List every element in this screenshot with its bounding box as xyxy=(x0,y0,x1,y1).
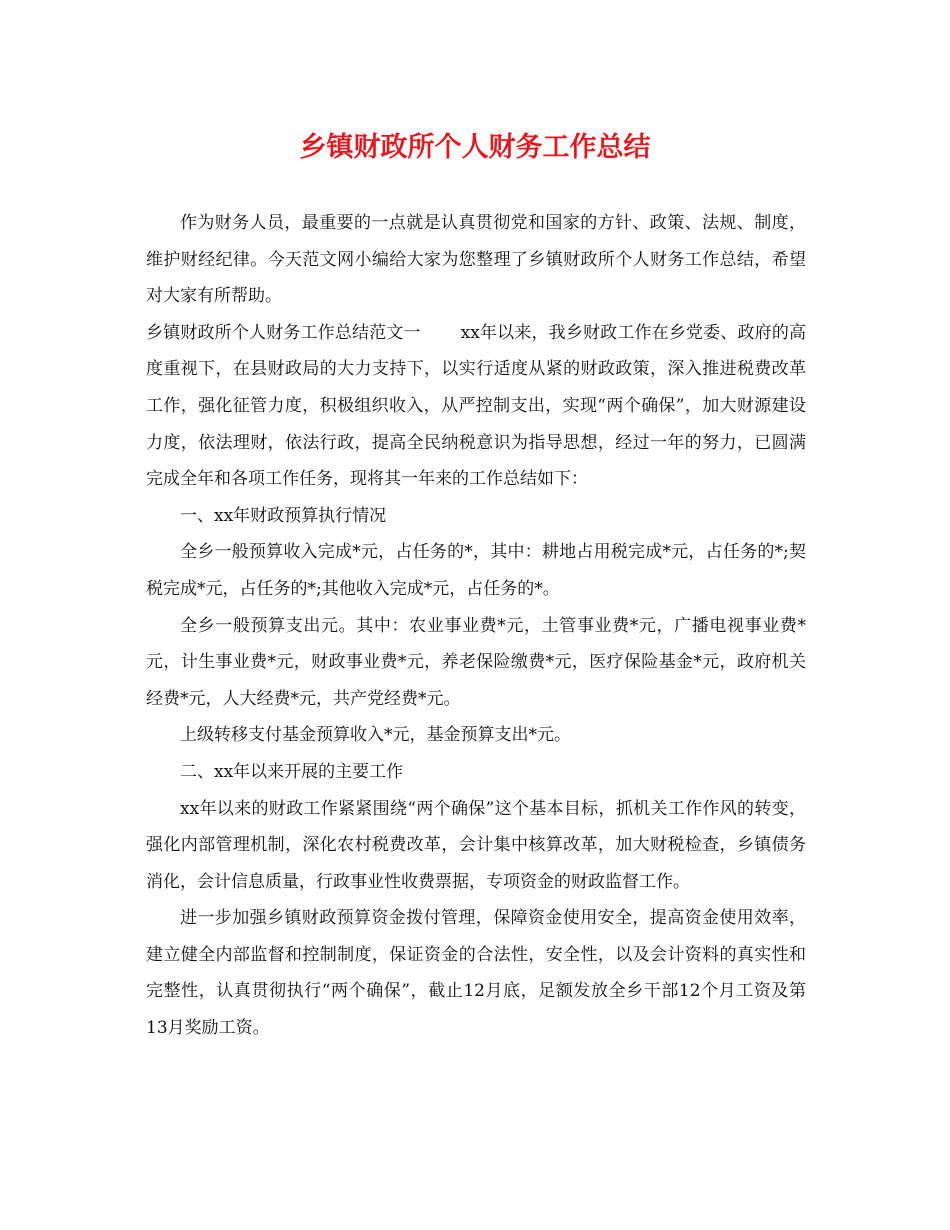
sample-paragraph xyxy=(146,315,806,498)
section2-heading: 二、xx年以来开展的主要工作 xyxy=(180,761,404,782)
section1-paragraph-1: 全乡一般预算收入完成*元，占任务的*，其中：耕地占用税完成*元，占任务的*;契税完成*元，占任务的*;其他收入完成*元，占任务的*。 xyxy=(146,542,806,599)
section2-paragraph-2: 进一步加强乡镇财政预算资金拨付管理，保障资金使用安全，提高资金使用效率，建立健全内部监督和控制制度，保证资金的合法性，安全性，以及会计资料的真实性和完整性，认真贯彻执行“两个确保”，截止12月底，足额发放全乡干部12个月工资及第13月奖励工资。 xyxy=(146,908,806,1039)
sample-heading: 乡镇财政所个人财务工作总结范文一 xyxy=(146,322,421,343)
intro-paragraph: 作为财务人员，最重要的一点就是认真贯彻党和国家的方针、政策、法规、制度，维护财经纪律。今天范文网小编给大家为您整理了乡镇财政所个人财务工作总结，希望对大家有所帮助。 xyxy=(146,213,806,307)
section1-heading: 一、xx年财政预算执行情况 xyxy=(180,505,387,526)
sample-opening: xx年以来，我乡财政工作在乡党委、政府的高度重视下，在县财政局的大力支持下，以实行适度从紧的财政政策，深入推进税费改革工作，强化征管力度，积极组织收入，从严控制支出，实现“两个确保”，加大财源建设力度，依法理财，依法行政，提高全民纳税意识为指导思想，经过一年的努力，已圆满完成全年和各项工作任务，现将其一年来的工作总结如下： xyxy=(146,322,806,490)
section1-paragraph-2: 全乡一般预算支出元。其中：农业事业费*元，土管事业费*元，广播电视事业费*元，计生事业费*元，财政事业费*元，养老保险缴费*元，医疗保险基金*元，政府机关经费*元，人大经费*元，共产党经费*元。 xyxy=(146,615,806,709)
document-title: 乡镇财政所个人财务工作总结 xyxy=(299,132,651,163)
document-body xyxy=(146,205,806,1047)
section2-paragraph-1: xx年以来的财政工作紧紧围绕“两个确保”这个基本目标，抓机关工作作风的转变，强化内部管理机制，深化农村税费改革，会计集中核算改革，加大财税检查，乡镇债务消化，会计信息质量，行政事业性收费票据，专项资金的财政监督工作。 xyxy=(146,798,806,892)
section1-paragraph-3: 上级转移支付基金预算收入*元，基金预算支出*元。 xyxy=(180,725,571,746)
